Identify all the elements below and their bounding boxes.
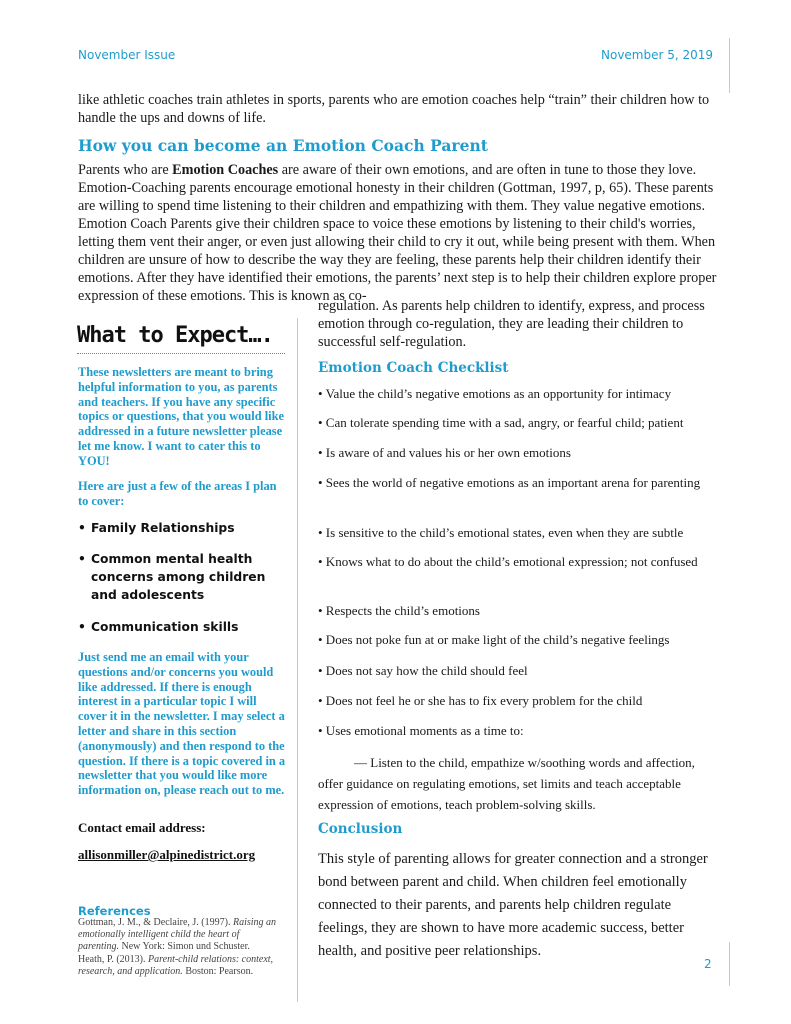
issue-date: November 5, 2019 <box>601 48 714 62</box>
para-bold-term: Emotion Coaches <box>172 162 279 178</box>
page-number: 2 <box>704 957 712 971</box>
checklist-item: • Does not feel he or she has to fix every problem for the child <box>318 693 643 708</box>
checklist-item: • Uses emotional moments as a time to: <box>318 723 524 738</box>
checklist-item: • Is aware of and values his or her own emotions <box>318 445 571 460</box>
dotted-divider <box>77 353 285 354</box>
checklist-item: • Value the child’s negative emotions as an opportunity for intimacy <box>318 386 672 401</box>
para-start: Parents who are <box>78 162 173 178</box>
checklist-item: • Knows what to do about the child’s emotional expression; not confused <box>318 554 698 569</box>
sidebar-title: What to Expect…. <box>77 323 273 348</box>
sidebar-bullet: • Family Relationships <box>78 521 235 535</box>
para-rest: are aware of their own emotions, and are often in tune to those they love. Emotion-Coaching parents encourage emotional honesty in their children (Gottman, 1997, p, 65). These parents are willing to spend time listening to their children and empathizing with them. They value negative emotions. Emotion Coach Parents give their children space to voice these emotions by listening to their child's worries, letting them vent their anger, or even just allowing their child to cry it out, while being present with them. When children are unsure of how to describe the way they are feeling, these parents help their children identify their emotions. After they have identified their emotions, the parents’ next step is to help their children explore proper expression of these emotions. This is known as co- <box>78 162 717 304</box>
sidebar-areas-intro: Here are just a few of the areas I plan to cover: <box>78 479 277 508</box>
conclusion-text: This style of parenting allows for greater connection and a stronger bond between parent and child. When children feel emotionally connected to their parents, and parents help children regulate feelings, they are shown to have more academic success, better health, and positive peer relationships. <box>318 851 708 959</box>
section-heading: How you can become an Emotion Coach Parent <box>78 136 488 155</box>
references-list <box>78 917 278 978</box>
references-heading: References <box>78 904 151 918</box>
section-paragraph-continued: regulation. As parents help children to identify, express, and process emotion through co-regulation, they are leading their children to successful self-regulation. <box>318 298 705 350</box>
checklist-item: • Does not say how the child should feel <box>318 663 528 678</box>
reference-item: Gottman, J. M., & Declaire, J. (1997). Raising an emotionally intelligent child the heart of parenting. New York: Simon und Schuster. <box>78 917 277 953</box>
sidebar-email-request: Just send me an email with your questions and/or concerns you would like addressed. If there is enough interest in a particular topic I will cover it in the newsletter. I may select a letter and share in this section (anonymously) and then respond to the question. If there is a topic covered in a newsletter that you would like more information on, please reach out to me. <box>78 650 286 798</box>
checklist-item: • Can tolerate spending time with a sad, angry, or fearful child; patient <box>318 415 684 430</box>
sidebar-bullet: • Common mental health concerns among children and adolescents <box>78 552 266 602</box>
checklist-heading: Emotion Coach Checklist <box>318 360 509 376</box>
contact-label: Contact email address: <box>78 820 206 835</box>
sidebar-bullet: • Communication skills <box>78 620 239 634</box>
checklist-subitem: — Listen to the child, empathize w/soothing words and affection, offer guidance on regulating emotions, set limits and teach acceptable expression of emotions, teach problem-solving skills. <box>318 755 695 812</box>
intro-text: like athletic coaches train athletes in sports, parents who are emotion coaches help “train” their children how to handle the ups and downs of life. <box>78 92 710 126</box>
conclusion-heading: Conclusion <box>318 821 403 837</box>
issue-label: November Issue <box>78 48 176 62</box>
contact-email-link[interactable]: allisonmiller@alpinedistrict.org <box>78 847 256 862</box>
right-margin-rule-bottom <box>729 942 730 986</box>
right-margin-rule <box>729 38 730 93</box>
checklist-item: • Sees the world of negative emotions as an important arena for parenting <box>318 475 701 490</box>
sidebar-intro: These newsletters are meant to bring helpful information to you, as parents and teachers. If you have any specific topics or questions, that you would like addressed in a future newsletter please let me know. I want to cater this to YOU! <box>78 365 284 468</box>
section-paragraph <box>78 161 720 305</box>
checklist-item: • Respects the child’s emotions <box>318 603 480 618</box>
reference-item: Heath, P. (2013). Parent-child relations: context, research, and application. Boston: Pearson. <box>78 953 274 977</box>
column-divider <box>297 318 298 1002</box>
checklist-item: • Does not poke fun at or make light of the child’s negative feelings <box>318 632 670 647</box>
checklist-item: • Is sensitive to the child’s emotional states, even when they are subtle <box>318 525 684 540</box>
